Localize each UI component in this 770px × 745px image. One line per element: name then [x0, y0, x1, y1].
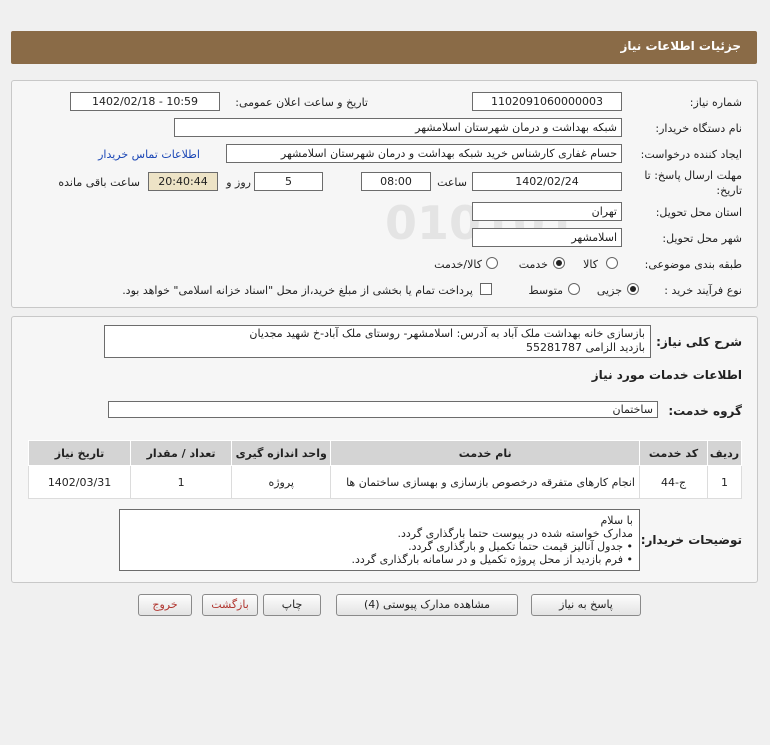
city-label: شهر محل تحویل: — [662, 232, 742, 245]
table-row — [29, 466, 742, 499]
process-option-minor: جزیی — [596, 284, 622, 297]
col-header-service-name: نام خدمت — [331, 441, 640, 466]
deadline-label — [644, 168, 742, 198]
service-group-label: گروه خدمت: — [668, 404, 742, 418]
summary-line-1: بازسازی خانه بهداشت ملک آباد به آدرس: اسلامشهر- روستای ملک آباد-خ شهید مجدیان — [249, 327, 645, 340]
need-number-field: 1102091060000003 — [472, 92, 622, 111]
buyer-notes-label: توضیحات خریدار: — [640, 533, 742, 547]
treasury-payment-note: پرداخت تمام یا بخشی از مبلغ خرید،از محل "اسناد خزانه اسلامی" خواهد بود. — [122, 284, 473, 297]
col-header-need-date: تاریخ نیاز — [29, 441, 131, 466]
page-title: جزئیات اطلاعات نیاز — [620, 39, 741, 53]
buyer-notes-box — [119, 509, 640, 571]
province-label: استان محل تحویل: — [655, 206, 742, 219]
cell-quantity: 1 — [131, 466, 232, 499]
buyer-label: نام دستگاه خریدار: — [655, 122, 742, 135]
category-radio-service[interactable] — [553, 257, 565, 269]
services-section-title: اطلاعات خدمات مورد نیاز — [591, 368, 742, 382]
summary-box — [104, 325, 651, 358]
summary-line-2: بازدید الزامی 55281787 — [525, 341, 645, 354]
col-header-unit: واحد اندازه گیری — [232, 441, 331, 466]
announce-label: تاریخ و ساعت اعلان عمومی: — [235, 96, 368, 109]
process-label: نوع فرآیند خرید : — [664, 284, 742, 297]
province-field: تهران — [472, 202, 622, 221]
remaining-time-label: ساعت باقی مانده — [58, 176, 140, 189]
buyer-note-line: • فرم بازدید از محل پروژه تکمیل و در سامانه بارگذاری گردد. — [351, 553, 633, 566]
deadline-time-field: 08:00 — [361, 172, 431, 191]
creator-field: حسام غفاری کارشناس خرید شبکه بهداشت و درمان شهرستان اسلامشهر — [226, 144, 622, 163]
cell-service-name: انجام کارهای متفرقه درخصوص بازسازی و بهسازی ساختمان ها — [331, 466, 640, 499]
cell-row-number: 1 — [708, 466, 742, 499]
buyer-field: شبکه بهداشت و درمان شهرستان اسلامشهر — [174, 118, 622, 137]
buyer-note-line: مدارک خواسته شده در پیوست حتما بارگذاری گردد. — [397, 527, 633, 540]
contact-buyer-link[interactable]: اطلاعات تماس خریدار — [98, 148, 200, 161]
days-remaining-field: 5 — [254, 172, 323, 191]
announce-field: 1402/02/18 - 10:59 — [70, 92, 220, 111]
deadline-date-field: 1402/02/24 — [472, 172, 622, 191]
deadline-time-label: ساعت — [437, 176, 467, 189]
cell-unit: پروژه — [232, 466, 331, 499]
category-radio-goods[interactable] — [606, 257, 618, 269]
table-header-row — [29, 441, 742, 466]
col-header-row-number: ردیف — [708, 441, 742, 466]
city-field: اسلامشهر — [472, 228, 622, 247]
process-radio-minor[interactable] — [627, 283, 639, 295]
category-option-goods: کالا — [583, 258, 598, 271]
cell-need-date: 1402/03/31 — [29, 466, 131, 499]
treasury-payment-checkbox[interactable] — [480, 283, 492, 295]
reply-button[interactable]: پاسخ به نیاز — [531, 594, 641, 616]
cell-service-code: ج-44 — [639, 466, 707, 499]
deadline-label-line1: مهلت ارسال پاسخ: تا — [644, 169, 742, 182]
category-option-service: خدمت — [518, 258, 548, 271]
days-label: روز و — [226, 176, 251, 189]
summary-label: شرح کلی نیاز: — [656, 335, 742, 349]
category-label: طبقه بندی موضوعی: — [644, 258, 742, 271]
page-header — [11, 31, 757, 64]
buyer-note-line: با سلام — [600, 514, 633, 527]
need-number-label: شماره نیاز: — [689, 96, 742, 109]
creator-label: ایجاد کننده درخواست: — [640, 148, 742, 161]
remaining-time-field: 20:40:44 — [148, 172, 218, 191]
view-attachments-button[interactable]: مشاهده مدارک پیوستی (4) — [336, 594, 518, 616]
col-header-service-code: کد خدمت — [639, 441, 707, 466]
process-option-medium: متوسط — [528, 284, 563, 297]
category-option-goods-service: کالا/خدمت — [434, 258, 482, 271]
deadline-label-line2: تاریخ: — [716, 184, 742, 197]
print-button[interactable]: چاپ — [263, 594, 321, 616]
category-radio-goods-service[interactable] — [486, 257, 498, 269]
buyer-note-line: • جدول آنالیز قیمت حتما تکمیل و بارگذاری گردد. — [408, 540, 633, 553]
process-radio-medium[interactable] — [568, 283, 580, 295]
services-table — [28, 440, 742, 499]
back-button[interactable]: بازگشت — [202, 594, 258, 616]
service-group-field: ساختمان — [108, 401, 658, 418]
exit-button[interactable]: خروج — [138, 594, 192, 616]
col-header-quantity: تعداد / مقدار — [131, 441, 232, 466]
